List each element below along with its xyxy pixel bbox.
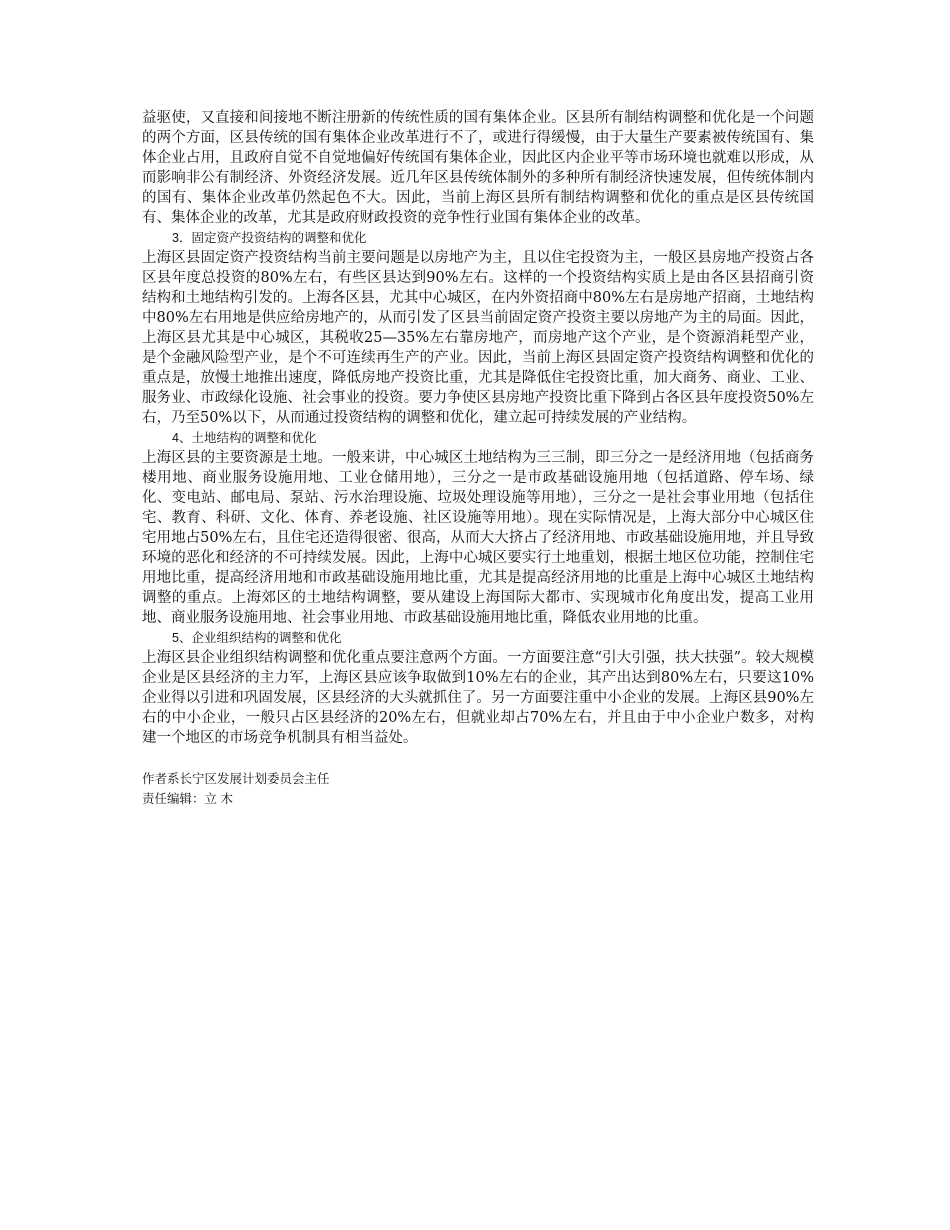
paragraph-enterprise-structure: 上海区县企业组织结构调整和优化重点要注意两个方面。一方面要注意“引大引强，扶大扶强”。较大规模企业是区县经济的主力军，上海区县应该争取做到10%左右的企业，其产出达到80%左右，只要这10%企业得以引进和巩固发展，区县经济的大头就抓住了。另一方面要注重中小企业的发展。上海区县90%左右的中小企业，一般只占区县经济的20%左右，但就业却占70%左右，并且由于中小企业户数多，对构建一个地区的市场竞争机制具有相当益处。 [142, 650, 814, 746]
blank-line [142, 748, 814, 769]
section-heading-enterprise: 5、企业组织结构的调整和优化 [172, 631, 342, 645]
editor-credit: 责任编辑：立 木 [142, 792, 233, 806]
paragraph-investment-structure: 上海区县固定资产投资结构当前主要问题是以房地产为主，且以住宅投资为主，一般区县房地产投资占各区县年度总投资的80%左右，有些区县达到90%左右。这样的一个投资结构实质上是由各区县招商引资结构和土地结构引发的。上海各区县，尤其中心城区，在内外资招商中80%左右是房地产招商，土地结构中80%左右用地是供应给房地产的，从而引发了区县当前固定资产投资主要以房地产为主的局面。因此，上海区县尤其是中心城区，其税收25—35%左右靠房地产，而房地产这个产业，是个资源消耗型产业， 是个金融风险型产业，是个不可连续再生产的产业。因此，当前上海区县固定资产投资结构调整和优化的重点是，放慢土地推出速度，降低房地产投资比重，尤其是降低住宅投资比重，加大商务、商业、工业、服务业、市政绿化设施、社会事业的投资。要力争使区县房地产投资比重下降到占各区县年度投资50%左右，乃至50%以下，从而通过投资结构的调整和优化，建立起可持续发展的产业结构。 [142, 250, 814, 426]
section-heading-land: 4、土地结构的调整和优化 [172, 431, 317, 445]
paragraph-ownership-structure: 益驱使，又直接和间接地不断注册新的传统性质的国有集体企业。区县所有制结构调整和优化是一个问题的两个方面，区县传统的国有集体企业改革进行不了，或进行得缓慢，由于大量生产要素被传统国有、集体企业占用，且政府自觉不自觉地偏好传统国有集体企业，因此区内企业平等市场环境也就难以形成，从而影响非公有制经济、外资经济发展。近几年区县传统体制外的多种所有制经济快速发展，但传统体制内的国有、集体企业改革仍然起色不大。因此，当前上海区县所有制结构调整和优化的重点是区县传统国有、集体企业的改革，尤其是政府财政投资的竞争性行业国有集体企业的改革。 [142, 110, 814, 226]
article-body [142, 108, 814, 809]
paragraph-land-structure: 上海区县的主要资源是土地。一般来讲，中心城区土地结构为三三制，即三分之一是经济用地（包括商务楼用地、商业服务设施用地、工业仓储用地），三分之一是市政基础设施用地（包括道路、停车场、绿化、变电站、邮电局、泵站、污水治理设施、垃圾处理设施等用地），三分之一是社会事业用地（包括住宅、教育、科研、文化、体育、养老设施、社区设施等用地）。现在实际情况是，上海大部分中心城区住宅用地占50%左右，且住宅还造得很密、很高，从而大大挤占了经济用地、市政基础设施用地，并且导致环境的恶化和经济的不可持续发展。因此，上海中心城区要实行土地重划，根据土地区位功能，控制住宅用地比重，提高经济用地和市政基础设施用地比重，尤其是提高经济用地的比重是上海中心城区土地结构调整的重点。上海郊区的土地结构调整，要从建设上海国际大都市、实现城市化角度出发，提高工业用地、商业服务设施用地、社会事业用地、市政基础设施用地比重，降低农业用地的比重。 [142, 450, 814, 626]
section-heading-investment: 3．固定资产投资结构的调整和优化 [172, 231, 367, 245]
author-note: 作者系长宁区发展计划委员会主任 [142, 772, 330, 786]
